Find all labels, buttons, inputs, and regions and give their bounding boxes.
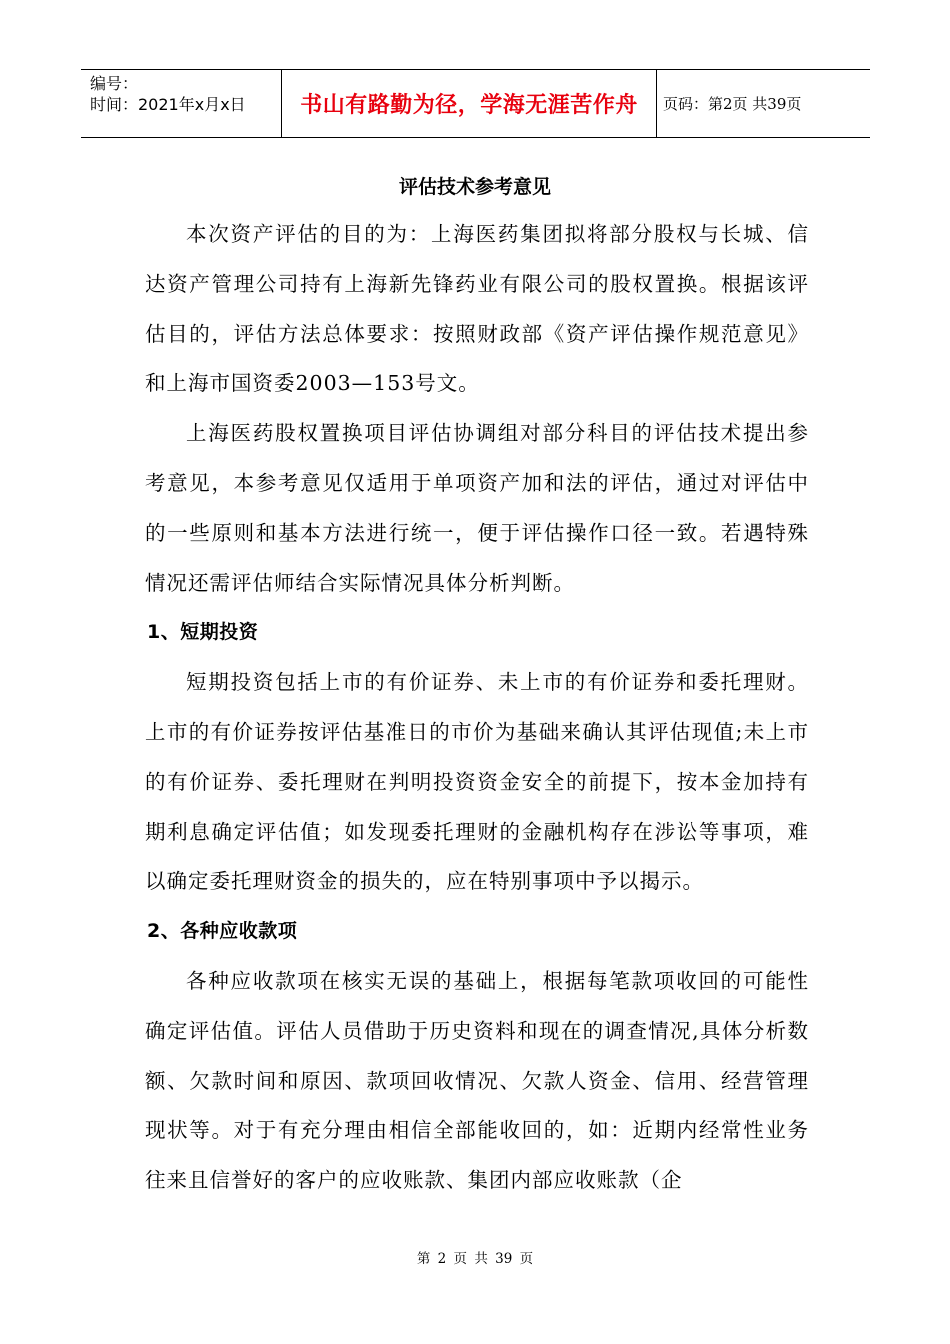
document-title: 评估技术参考意见 (398, 176, 551, 198)
header-meta-cell (81, 70, 282, 137)
section-heading-receivables: 2、各种应收款项 (147, 920, 298, 943)
header-motto: 书山有路勤为径，学海无涯苦作舟 (282, 70, 657, 137)
section-text-short-term-investment: 短期投资包括上市的有价证券、未上市的有价证券和委托理财。上市的有价证券按评估基准日的市价为基础来确认其评估现值;未上市的有价证券、委托理财在判明投资资金安全的前提下，按本金加持有期利息确定评估值；如发现委托理财的金融机构存在涉讼等事项，难以确定委托理财资金的损失的，应在特别事项中予以揭示。 (145, 670, 809, 894)
intro-paragraph-2: 上海医药股权置换项目评估协调组对部分科目的评估技术提出参考意见，本参考意见仅适用于单项资产加和法的评估，通过对评估中的一些原则和基本方法进行统一，便于评估操作口径一致。若遇特殊情况还需评估师结合实际情况具体分析判断。 (145, 421, 809, 595)
intro-paragraph-1: 本次资产评估的目的为：上海医药集团拟将部分股权与长城、信达资产管理公司持有上海新先锋药业有限公司的股权置换。根据该评估目的，评估方法总体要求：按照财政部《资产评估操作规范意见》和上海市国资委2003—153号文。 (145, 222, 809, 396)
page-footer: 第 2 页 共 39 页 (416, 1251, 534, 1267)
header-time-label: 时间：2021年x月x日 (90, 95, 246, 114)
header-number-label: 编号： (90, 74, 139, 93)
section-text-receivables: 各种应收款项在核实无误的基础上，根据每笔款项收回的可能性确定评估值。评估人员借助于历史资料和现在的调查情况,具体分析数额、欠款时间和原因、款项回收情况、欠款人资金、信用、经营管理现状等。对于有充分理由相信全部能收回的，如：近期内经常性业务往来且信誉好的客户的应收账款、集团内部应收账款（企 (145, 968, 809, 1193)
document-body (145, 210, 809, 1206)
section-heading-short-term-investment: 1、短期投资 (147, 621, 259, 644)
header-page-info: 页码：第2页 共39页 (663, 95, 802, 113)
page-header (81, 69, 870, 138)
